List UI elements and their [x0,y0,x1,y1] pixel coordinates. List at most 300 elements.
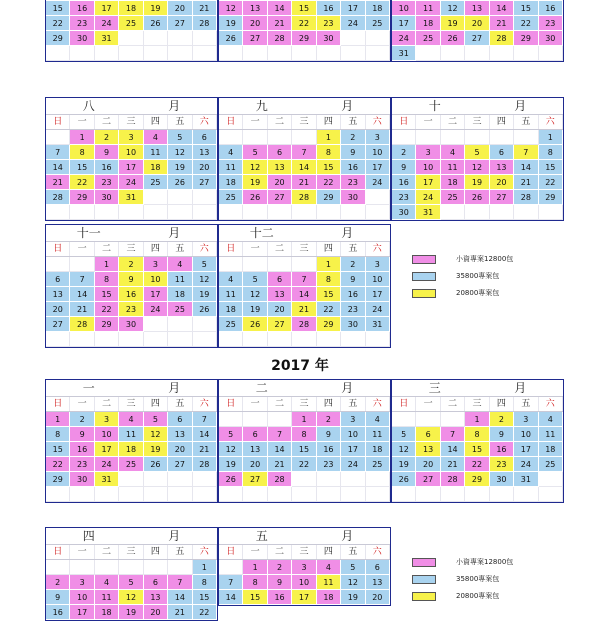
day-cell: 9 [268,575,292,590]
day-cell [95,46,119,61]
weekday-label: 三 [465,397,489,411]
weekday-label: 日 [392,115,416,129]
day-cell: 3 [366,130,390,145]
weekday-label: 六 [366,545,390,559]
day-cell: 19 [441,16,465,31]
day-cell [268,46,292,61]
day-cell: 3 [70,575,94,590]
day-cell [292,257,316,272]
day-cell: 5 [119,575,143,590]
day-cell: 20 [366,590,390,605]
weekday-label: 一 [416,115,440,129]
day-cell: 27 [46,317,70,332]
day-cell [317,487,341,502]
weekday-label: 日 [46,115,70,129]
day-cell: 13 [268,287,292,302]
day-cell [416,487,440,502]
day-cell: 14 [292,160,316,175]
day-cell: 20 [490,175,514,190]
day-cell: 14 [70,287,94,302]
day-cell [144,31,168,46]
day-cell: 9 [119,272,143,287]
day-cell [219,412,243,427]
weekday-label: 六 [366,115,390,129]
weekday-label: 三 [119,115,143,129]
day-cell: 15 [292,1,316,16]
day-cell [144,190,168,205]
day-cell [490,46,514,61]
day-cell: 25 [168,302,192,317]
legend-label: 20800專案包 [456,592,500,600]
month-title [46,225,217,242]
day-cell: 9 [341,272,365,287]
day-grid [46,257,217,347]
day-cell: 15 [317,287,341,302]
day-cell: 13 [490,160,514,175]
day-cell: 14 [46,160,70,175]
weekday-label: 五 [168,397,192,411]
day-cell: 12 [193,272,217,287]
weekday-label: 三 [292,545,316,559]
day-cell: 20 [465,16,489,31]
month-title [46,98,217,115]
day-cell: 23 [70,457,94,472]
day-cell: 27 [193,175,217,190]
day-cell [168,332,192,347]
day-cell [465,205,489,220]
day-cell: 29 [317,317,341,332]
day-cell: 20 [46,302,70,317]
day-cell: 24 [119,175,143,190]
day-cell: 20 [168,442,192,457]
weekday-label: 四 [317,397,341,411]
day-cell: 6 [168,412,192,427]
day-cell: 19 [219,457,243,472]
day-cell: 10 [70,590,94,605]
day-cell: 18 [219,302,243,317]
weekday-label: 三 [119,397,143,411]
day-cell: 31 [119,190,143,205]
day-cell [366,487,390,502]
month-title [219,98,390,115]
day-cell: 18 [219,175,243,190]
day-cell: 20 [144,605,168,620]
day-cell [70,332,94,347]
weekday-label: 日 [219,115,243,129]
weekday-label: 二 [268,545,292,559]
day-cell: 25 [119,16,143,31]
day-cell [193,332,217,347]
weekday-label: 三 [119,545,143,559]
day-cell: 20 [193,160,217,175]
day-cell: 15 [46,442,70,457]
day-grid [46,560,217,620]
day-cell: 23 [317,457,341,472]
day-cell: 5 [243,272,267,287]
weekday-row [392,115,563,130]
day-cell: 17 [341,1,365,16]
day-cell [317,332,341,347]
day-cell: 9 [70,427,94,442]
day-cell: 23 [119,302,143,317]
day-cell [144,317,168,332]
day-cell: 28 [490,31,514,46]
day-cell: 31 [392,46,416,61]
day-cell: 30 [95,190,119,205]
day-cell [366,332,390,347]
day-cell: 14 [268,1,292,16]
legend-2017 [412,554,513,605]
day-cell: 12 [243,160,267,175]
day-cell: 2 [95,130,119,145]
day-cell: 12 [441,1,465,16]
day-cell: 22 [292,16,316,31]
legend-item [412,554,513,570]
day-cell [144,332,168,347]
day-cell [268,487,292,502]
day-cell: 19 [219,16,243,31]
day-cell: 1 [70,130,94,145]
day-cell: 20 [268,175,292,190]
month-block-2016-10 [391,97,564,221]
weekday-label: 三 [119,242,143,256]
day-cell [441,46,465,61]
day-cell [46,257,70,272]
day-cell [465,487,489,502]
day-cell: 12 [243,287,267,302]
month-label: 月 [168,99,181,113]
day-cell [219,560,243,575]
day-cell [193,472,217,487]
day-cell: 5 [144,412,168,427]
day-cell: 28 [46,190,70,205]
day-cell: 22 [317,302,341,317]
day-cell: 19 [341,590,365,605]
weekday-row [46,242,217,257]
day-cell: 15 [465,442,489,457]
weekday-row [46,545,217,560]
month-title [46,528,217,545]
day-cell: 24 [366,302,390,317]
day-cell: 21 [514,175,538,190]
day-cell: 16 [95,160,119,175]
legend-swatch-pink [412,558,436,567]
day-cell: 10 [392,1,416,16]
day-cell: 5 [193,257,217,272]
legend-swatch-blue [412,272,436,281]
day-cell [119,332,143,347]
day-cell: 27 [465,31,489,46]
day-cell: 1 [193,560,217,575]
weekday-label: 二 [95,545,119,559]
day-cell: 11 [416,1,440,16]
weekday-label: 四 [144,397,168,411]
weekday-label: 四 [144,115,168,129]
day-cell: 23 [317,16,341,31]
day-cell [243,205,267,220]
day-cell: 23 [392,190,416,205]
day-cell: 28 [193,16,217,31]
day-cell: 14 [268,442,292,457]
month-title [46,380,217,397]
day-cell: 21 [490,16,514,31]
weekday-label: 一 [243,115,267,129]
weekday-label: 日 [46,545,70,559]
day-cell [119,31,143,46]
day-cell [219,487,243,502]
day-cell [168,31,192,46]
day-cell [341,472,365,487]
day-cell: 6 [193,130,217,145]
day-cell: 30 [119,317,143,332]
day-cell: 7 [292,145,316,160]
day-cell: 26 [441,31,465,46]
month-number: 九 [255,99,268,113]
day-cell: 6 [46,272,70,287]
day-cell [490,205,514,220]
legend-item [412,285,513,301]
weekday-label: 四 [317,115,341,129]
legend-label: 20800專案包 [456,289,500,297]
day-cell [441,487,465,502]
day-cell: 21 [268,16,292,31]
day-cell: 17 [95,1,119,16]
day-cell: 25 [366,457,390,472]
day-cell [465,130,489,145]
day-cell: 18 [366,1,390,16]
legend-swatch-yellow [412,592,436,601]
day-cell: 11 [539,427,563,442]
day-cell: 22 [95,302,119,317]
day-grid [46,0,217,61]
day-cell: 25 [366,16,390,31]
day-cell: 23 [341,175,365,190]
weekday-label: 四 [144,545,168,559]
day-cell: 6 [366,560,390,575]
day-cell: 6 [268,272,292,287]
day-cell: 3 [119,130,143,145]
weekday-row [219,242,390,257]
day-cell: 4 [219,272,243,287]
day-cell: 17 [392,16,416,31]
day-cell [539,472,563,487]
day-cell: 20 [243,457,267,472]
month-label: 月 [341,99,354,113]
weekday-label: 二 [95,115,119,129]
day-cell [341,31,365,46]
day-cell: 2 [46,575,70,590]
day-cell [317,46,341,61]
day-cell: 11 [144,145,168,160]
day-cell: 19 [392,457,416,472]
day-cell: 19 [144,442,168,457]
month-label: 月 [341,226,354,240]
day-cell: 20 [243,16,267,31]
day-cell: 1 [317,130,341,145]
legend-label: 小資專案12800包 [456,255,514,263]
day-cell: 13 [416,442,440,457]
weekday-label: 五 [341,397,365,411]
weekday-label: 六 [539,115,563,129]
day-cell: 27 [416,472,440,487]
day-cell: 13 [243,442,267,457]
day-cell: 13 [168,427,192,442]
day-cell: 28 [441,472,465,487]
month-label: 月 [514,381,527,395]
day-cell [219,332,243,347]
day-cell [243,130,267,145]
day-cell: 26 [243,190,267,205]
day-cell [341,487,365,502]
day-cell: 6 [268,145,292,160]
day-cell: 10 [416,160,440,175]
day-cell: 17 [514,442,538,457]
day-cell: 3 [416,145,440,160]
day-cell: 21 [46,175,70,190]
day-cell: 7 [441,427,465,442]
day-cell: 3 [95,412,119,427]
day-cell: 26 [392,472,416,487]
day-cell: 30 [341,190,365,205]
day-cell: 16 [341,160,365,175]
day-cell [341,205,365,220]
weekday-label: 三 [292,397,316,411]
day-cell: 31 [416,205,440,220]
legend-swatch-yellow [412,289,436,298]
day-cell: 10 [514,427,538,442]
month-title [392,98,563,115]
day-cell: 5 [168,130,192,145]
day-cell: 25 [441,190,465,205]
day-cell: 29 [539,190,563,205]
day-cell: 18 [441,175,465,190]
day-cell [119,560,143,575]
day-cell: 11 [119,427,143,442]
day-cell: 30 [70,31,94,46]
legend-label: 小資專案12800包 [456,558,514,566]
day-cell: 15 [70,160,94,175]
day-cell: 24 [341,16,365,31]
legend-swatch-pink [412,255,436,264]
day-cell: 7 [46,145,70,160]
day-cell [490,487,514,502]
day-cell: 1 [465,412,489,427]
day-cell: 14 [514,160,538,175]
day-cell: 4 [441,145,465,160]
day-cell: 4 [539,412,563,427]
month-label: 月 [341,381,354,395]
day-cell [119,205,143,220]
day-cell [168,472,192,487]
day-cell: 26 [219,472,243,487]
day-cell [243,332,267,347]
day-cell: 21 [193,442,217,457]
day-cell [168,487,192,502]
day-cell: 28 [70,317,94,332]
day-cell: 14 [292,287,316,302]
day-cell: 28 [268,31,292,46]
day-cell: 7 [70,272,94,287]
day-cell: 26 [465,190,489,205]
day-cell [46,205,70,220]
day-cell: 25 [144,175,168,190]
day-cell: 26 [168,175,192,190]
day-cell: 19 [193,287,217,302]
day-cell: 15 [514,1,538,16]
day-cell [366,472,390,487]
day-cell: 23 [539,16,563,31]
day-cell: 15 [193,590,217,605]
month-block-2017-02 [218,379,391,503]
weekday-row [219,545,390,560]
day-cell [119,46,143,61]
day-cell [168,190,192,205]
day-cell: 4 [95,575,119,590]
day-cell: 11 [219,287,243,302]
day-cell: 26 [243,317,267,332]
day-cell: 13 [465,1,489,16]
day-cell [268,130,292,145]
day-cell [46,487,70,502]
month-number: 四 [82,529,95,543]
day-cell: 16 [70,442,94,457]
day-cell: 18 [119,442,143,457]
day-cell: 10 [292,575,316,590]
weekday-label: 五 [168,242,192,256]
day-cell [95,487,119,502]
day-cell: 20 [416,457,440,472]
weekday-label: 六 [366,397,390,411]
weekday-label: 一 [243,242,267,256]
day-cell: 25 [219,317,243,332]
month-block-2017-05 [218,527,391,606]
day-cell: 8 [70,145,94,160]
day-cell: 1 [292,412,316,427]
day-cell: 2 [70,412,94,427]
day-cell: 30 [539,31,563,46]
weekday-label: 五 [341,545,365,559]
day-grid [46,412,217,502]
day-cell: 7 [514,145,538,160]
day-cell: 11 [168,272,192,287]
weekday-label: 三 [292,115,316,129]
day-cell: 21 [193,1,217,16]
day-cell [292,487,316,502]
weekday-label: 六 [366,242,390,256]
day-cell: 14 [441,442,465,457]
day-cell: 26 [219,31,243,46]
day-cell: 16 [539,1,563,16]
month-label: 月 [168,226,181,240]
day-cell: 29 [292,31,316,46]
day-cell [193,31,217,46]
month-number: 十一 [76,226,101,240]
day-grid [392,0,563,61]
day-cell: 5 [243,145,267,160]
month-block-2016-05 [45,0,218,62]
day-cell: 17 [144,287,168,302]
day-cell [317,472,341,487]
day-cell: 2 [392,145,416,160]
day-cell [219,130,243,145]
weekday-row [392,397,563,412]
day-cell: 18 [317,590,341,605]
day-cell [219,257,243,272]
day-cell: 5 [392,427,416,442]
day-cell: 28 [193,457,217,472]
day-cell: 6 [416,427,440,442]
day-cell [219,46,243,61]
